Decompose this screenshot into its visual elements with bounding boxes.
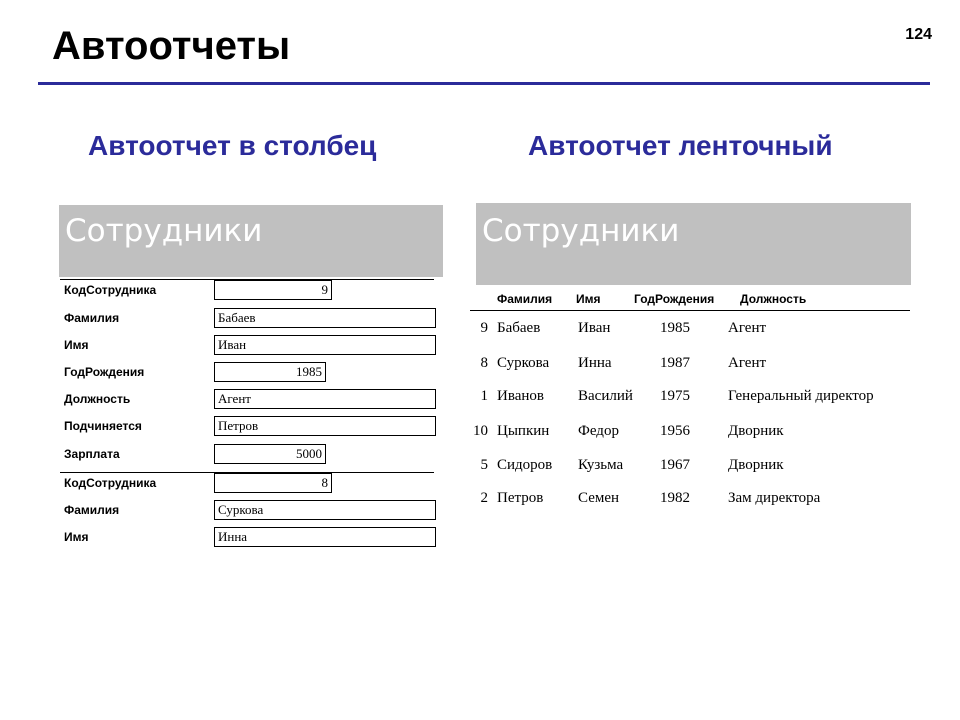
cell-surname: Бабаев [497, 320, 541, 336]
cell-surname: Цыпкин [497, 423, 550, 439]
field-value: Иван [214, 335, 436, 355]
cell-position: Агент [728, 355, 767, 371]
cell-position: Дворник [728, 423, 784, 439]
tabular-report-header [476, 203, 911, 285]
cell-year: 1975 [660, 388, 690, 404]
cell-surname: Иванов [497, 388, 544, 404]
field-label: Зарплата [64, 447, 120, 461]
title-underline [38, 82, 930, 85]
field-label: Фамилия [64, 311, 120, 325]
columnar-report-header [59, 205, 443, 277]
column-header-rule [470, 310, 910, 311]
tabular-report-subtitle: Автоотчет ленточный [528, 130, 833, 161]
page-number: 124 [905, 26, 932, 43]
cell-name: Федор [578, 423, 619, 439]
column-header-surname: Фамилия [497, 292, 553, 306]
cell-code: 8 [480, 355, 488, 371]
cell-position: Дворник [728, 457, 784, 473]
column-header-name: Имя [576, 292, 601, 306]
column-header-birth-year: ГодРождения [634, 292, 715, 306]
cell-name: Иван [578, 320, 611, 336]
cell-year: 1985 [660, 320, 690, 336]
field-label: Подчиняется [64, 419, 142, 433]
tabular-report-title: Сотрудники [482, 213, 680, 249]
cell-position: Агент [728, 320, 767, 336]
cell-position: Генеральный директор [728, 388, 874, 404]
cell-surname: Петров [497, 490, 544, 506]
cell-surname: Сидоров [497, 457, 553, 473]
cell-code: 10 [473, 423, 488, 439]
field-label: Должность [64, 392, 131, 406]
field-value: Агент [214, 389, 436, 409]
cell-year: 1956 [660, 423, 690, 439]
field-value: 8 [214, 473, 332, 493]
field-value: 1985 [214, 362, 326, 382]
field-value: Бабаев [214, 308, 436, 328]
field-value: Суркова [214, 500, 436, 520]
cell-name: Василий [578, 388, 633, 404]
cell-year: 1987 [660, 355, 690, 371]
column-header-position: Должность [740, 292, 807, 306]
cell-year: 1982 [660, 490, 690, 506]
field-label: КодСотрудника [64, 283, 157, 297]
field-label: ГодРождения [64, 365, 145, 379]
field-value: Инна [214, 527, 436, 547]
cell-name: Семен [578, 490, 620, 506]
field-value: 9 [214, 280, 332, 300]
columnar-report-title: Сотрудники [65, 213, 263, 249]
field-label: КодСотрудника [64, 476, 157, 490]
cell-code: 5 [480, 457, 488, 473]
field-label: Имя [64, 338, 89, 352]
field-value: Петров [214, 416, 436, 436]
field-label: Имя [64, 530, 89, 544]
cell-code: 9 [480, 320, 488, 336]
cell-year: 1967 [660, 457, 690, 473]
field-value: 5000 [214, 444, 326, 464]
slide-title: Автоотчеты [52, 24, 291, 68]
cell-surname: Суркова [497, 355, 550, 371]
columnar-report-subtitle: Автоотчет в столбец [88, 130, 377, 161]
cell-position: Зам директора [728, 490, 821, 506]
cell-name: Инна [578, 355, 612, 371]
field-label: Фамилия [64, 503, 120, 517]
cell-code: 2 [480, 490, 488, 506]
cell-name: Кузьма [578, 457, 624, 473]
cell-code: 1 [480, 388, 488, 404]
